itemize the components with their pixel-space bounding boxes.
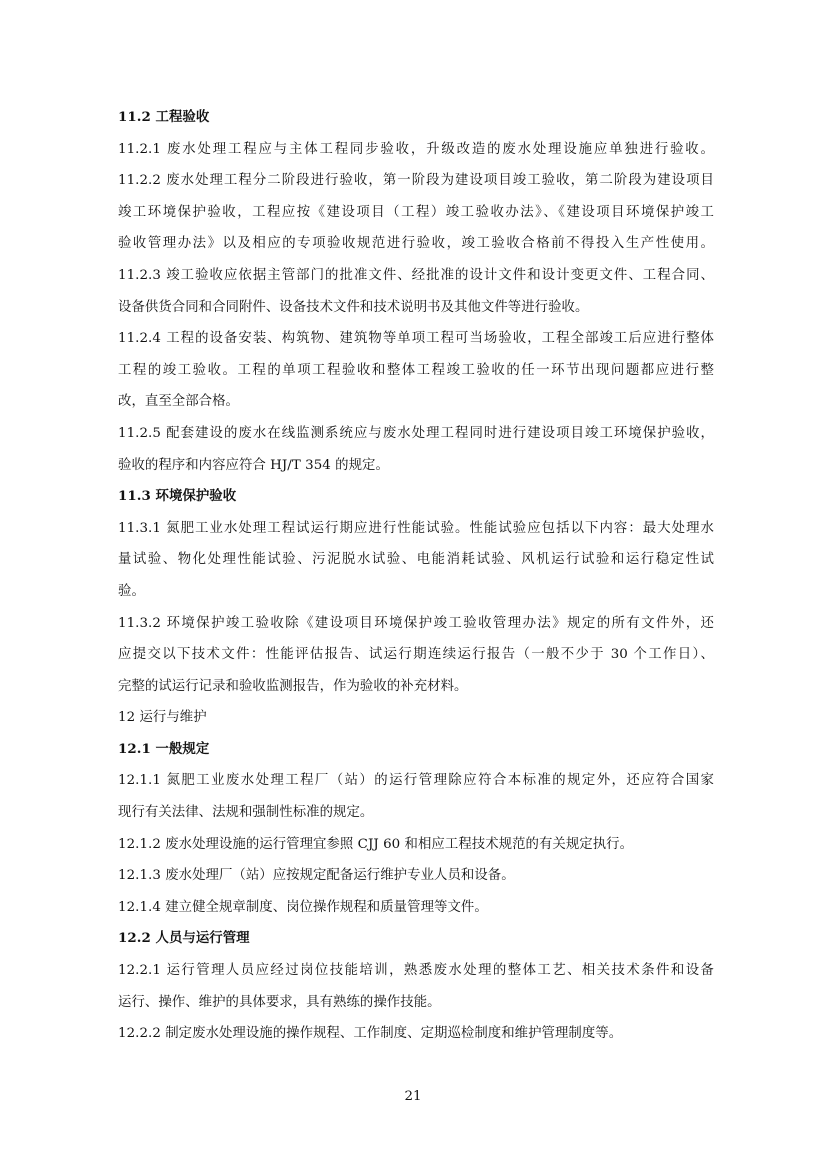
line-21: 12.1.1 氮肥工业废水处理工程厂（站）的运行管理除应符合本标准的规定外，还应符合国家 — [118, 773, 714, 789]
line-2: 11.2.2 废水处理工程分二阶段进行验收，第一阶段为建设项目竣工验收，第二阶段为建设项目 — [118, 173, 714, 189]
line-5: 11.2.3 竣工验收应依据主管部门的批准文件、经批准的设计文件和设计变更文件、工程合同、 — [118, 267, 714, 283]
line-24: 12.1.3 废水处理厂（站）应按规定配备运行维护专业人员和设备。 — [118, 868, 515, 884]
line-18: 完整的试运行记录和验收监测报告，作为验收的补充材料。 — [118, 678, 468, 694]
line-16: 11.3.2 环境保护竣工验收除《建设项目环境保护竣工验收管理办法》规定的所有文件外，还 — [118, 615, 714, 631]
line-4: 验收管理办法》以及相应的专项验收规范进行验收，竣工验收合格前不得投入生产性使用。 — [118, 236, 714, 252]
line-27: 12.2.1 运行管理人员应经过岗位技能培训，熟悉废水处理的整体工艺、相关技术条件和设备 — [118, 963, 714, 979]
line-10: 11.2.5 配套建设的废水在线监测系统应与废水处理工程同时进行建设项目竣工环境保护验收， — [118, 425, 714, 441]
line-3: 竣工环境保护验收，工程应按《建设项目（工程）竣工验收办法》、《建设项目环境保护竣工 — [118, 204, 714, 220]
page-number: 21 — [404, 1089, 422, 1104]
line-23: 12.1.2 废水处理设施的运行管理宜参照 CJJ 60 和相应工程技术规范的有关规定执行。 — [118, 836, 634, 852]
line-12: 11.3 环境保护验收 — [118, 488, 237, 505]
line-19: 12 运行与维护 — [118, 710, 207, 726]
line-20: 12.1 一般规定 — [118, 740, 210, 757]
line-26: 12.2 人员与运行管理 — [118, 930, 250, 947]
line-9: 改，直至全部合格。 — [118, 394, 239, 410]
line-1: 11.2.1 废水处理工程应与主体工程同步验收，升级改造的废水处理设施应单独进行验收。 — [118, 141, 714, 157]
line-8: 工程的竣工验收。工程的单项工程验收和整体工程竣工验收的任一环节出现问题都应进行整 — [118, 362, 714, 378]
line-14: 量试验、物化处理性能试验、污泥脱水试验、电能消耗试验、风机运行试验和运行稳定性试 — [118, 552, 714, 568]
line-13: 11.3.1 氮肥工业水处理工程试运行期应进行性能试验。性能试验应包括以下内容：最大处理水 — [118, 520, 714, 536]
line-0: 11.2 工程验收 — [118, 109, 210, 125]
line-25: 12.1.4 建立健全规章制度、岗位操作规程和质量管理等文件。 — [118, 899, 488, 915]
line-22: 现行有关法律、法规和强制性标准的规定。 — [118, 805, 374, 821]
line-11: 验收的程序和内容应符合 HJ/T 354 的规定。 — [118, 457, 389, 473]
line-7: 11.2.4 工程的设备安装、构筑物、建筑物等单项工程可当场验收，工程全部竣工后应进行整体 — [118, 331, 714, 347]
line-28: 运行、操作、维护的具体要求，具有熟练的操作技能。 — [118, 994, 441, 1010]
line-29: 12.2.2 制定废水处理设施的操作规程、工作制度、定期巡检制度和维护管理制度等。 — [118, 1026, 623, 1042]
line-17: 应提交以下技术文件：性能评估报告、试运行期连续运行报告（一般不少于 30 个工作日）、 — [118, 647, 714, 663]
page-body — [118, 102, 714, 1050]
line-15: 验。 — [118, 583, 145, 599]
line-6: 设备供货合同和合同附件、设备技术文件和技术说明书及其他文件等进行验收。 — [118, 299, 589, 315]
